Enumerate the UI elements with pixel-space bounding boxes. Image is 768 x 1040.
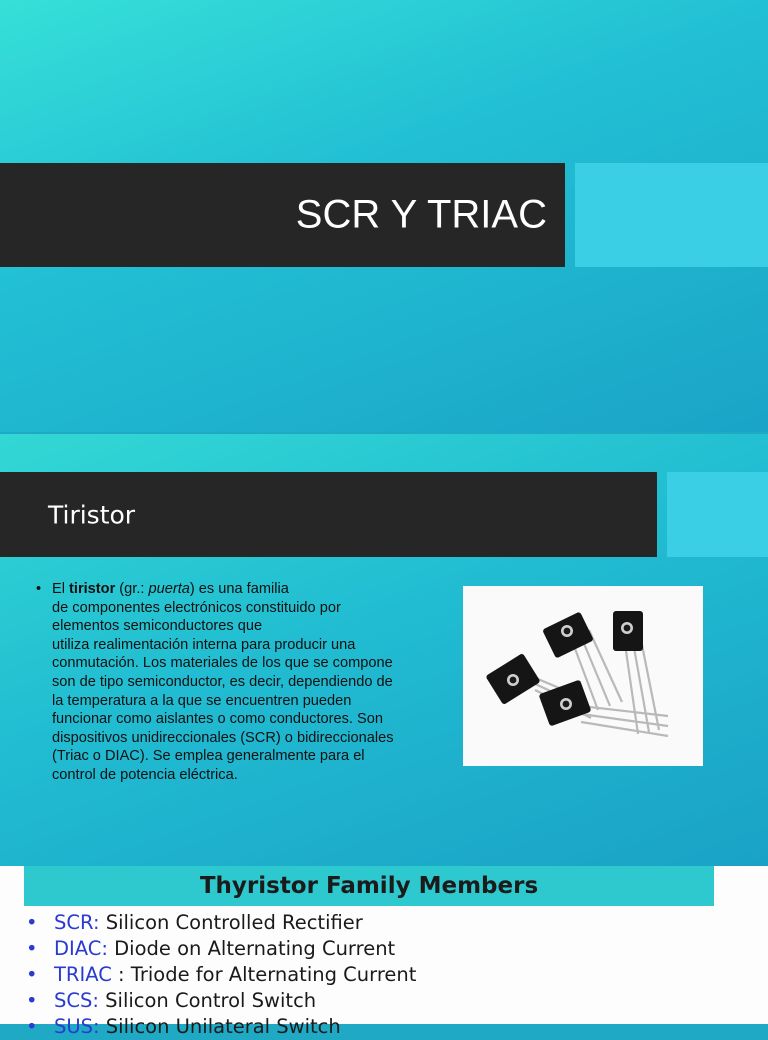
slide-heading: Tiristor: [48, 500, 136, 529]
item-desc: Silicon Controlled Rectifier: [99, 911, 363, 934]
heading-bar: [0, 472, 657, 557]
thyristor-components-photo: [463, 586, 703, 766]
item-desc: Silicon Control Switch: [98, 989, 317, 1012]
list-item: [26, 910, 416, 936]
italic-word: puerta: [148, 581, 190, 597]
title-accent-block: [575, 163, 768, 267]
item-abbr: SCS:: [54, 989, 99, 1012]
list-item: [26, 1014, 416, 1040]
title-slide: [0, 0, 768, 432]
paren-text: (gr.:: [115, 581, 149, 597]
list-item: [26, 962, 416, 988]
list-item: [26, 988, 416, 1014]
body-paragraph: [36, 580, 460, 785]
bullet-marker: •: [26, 1015, 38, 1038]
item-desc: Diode on Alternating Current: [107, 937, 396, 960]
family-title: Thyristor Family Members: [199, 873, 539, 899]
paragraph-line: de componentes electrónicos constituido por: [52, 599, 341, 616]
family-list: [26, 910, 416, 1040]
tiristor-slide: [0, 434, 768, 866]
family-slide: [0, 866, 768, 1038]
slide-title: SCR Y TRIAC: [295, 192, 547, 237]
item-abbr: SUS:: [54, 1015, 100, 1038]
paragraph-line: funcionar como aislantes o como conductores. Son: [52, 711, 383, 728]
bullet-marker: •: [36, 581, 42, 597]
paragraph-line: la temperatura a la que se encuentren pueden: [52, 692, 352, 709]
paragraph-line: utiliza realimentación interna para producir una: [52, 636, 356, 653]
family-header-bar: [24, 866, 714, 906]
paragraph-line: son de tipo semiconductor, es decir, dependiendo de: [52, 673, 393, 690]
bullet-marker: •: [26, 963, 38, 986]
paragraph-line: elementos semiconductores que: [52, 618, 263, 635]
item-desc: Silicon Unilateral Switch: [99, 1015, 341, 1038]
item-desc: : Triode for Alternating Current: [111, 963, 417, 986]
thyristor-components-icon: [463, 586, 703, 766]
paragraph-line: conmutación. Los materiales de los que se compone: [52, 655, 393, 672]
after-italic-text: ) es una familia: [189, 581, 289, 597]
paragraph-line: (Triac o DIAC). Se emplea generalmente para el: [52, 748, 365, 765]
bold-term: tiristor: [69, 581, 116, 597]
bullet-marker: •: [26, 937, 38, 960]
item-abbr: DIAC:: [54, 937, 108, 960]
bullet-marker: •: [26, 911, 38, 934]
title-bar: [0, 163, 565, 267]
list-item: [26, 936, 416, 962]
paragraph-line: control de potencia eléctrica.: [52, 766, 238, 783]
paragraph-line: dispositivos unidireccionales (SCR) o bidireccionales: [52, 729, 394, 746]
item-abbr: TRIAC: [54, 963, 112, 986]
item-abbr: SCR:: [54, 911, 100, 934]
intro-text: El: [52, 581, 70, 597]
bullet-marker: •: [26, 989, 38, 1012]
heading-accent-block: [667, 472, 768, 557]
